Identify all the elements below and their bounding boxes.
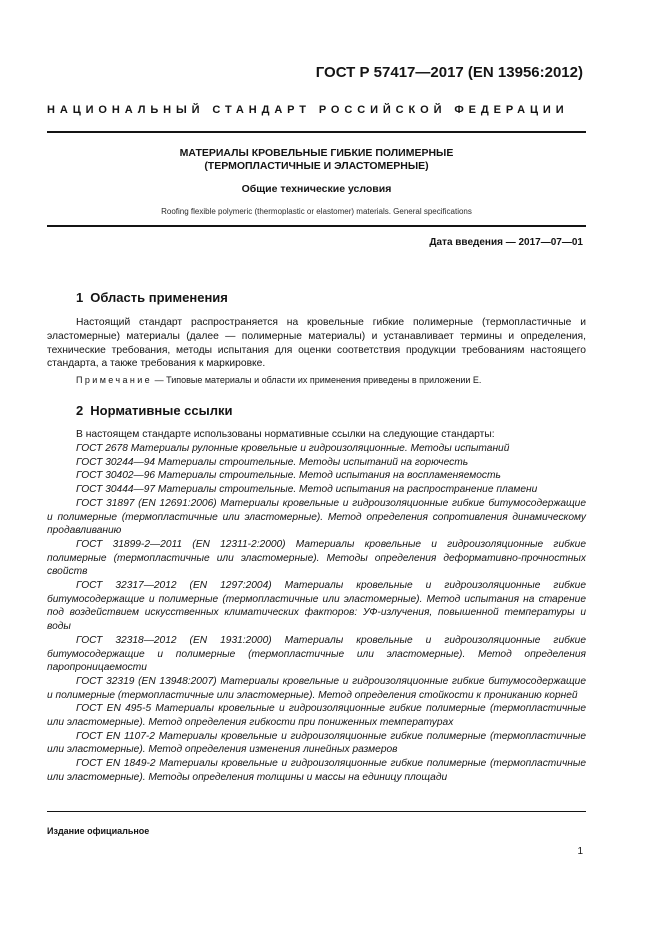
- reference-item: ГОСТ EN 1849-2 Материалы кровельные и гидроизоляционные гибкие полимерные (термопластичные или эластомерные). Методы определения толщины и массы на единицу площади: [47, 758, 586, 783]
- document-subtitle: Общие технические условия: [241, 183, 392, 195]
- page-number: 1: [577, 846, 583, 857]
- national-standard-banner: НАЦИОНАЛЬНЫЙ СТАНДАРТ РОССИЙСКОЙ ФЕДЕРАЦИИ: [47, 104, 569, 116]
- references-intro: В настоящем стандарте использованы нормативные ссылки на следующие стандарты:: [76, 429, 495, 440]
- reference-item: ГОСТ EN 1107-2 Материалы кровельные и гидроизоляционные гибкие полимерные (термопластичные или эластомерные). Метод определения изменения линейных размеров: [47, 730, 586, 756]
- reference-item: ГОСТ 31899-2—2011 (EN 12311-2:2000) Материалы кровельные и гидроизоляционные гибкие полимерные (термопластичные или эластомерные). Методы определения деформативно-прочностных свойств: [47, 538, 586, 578]
- note-label: Примечание: [76, 375, 153, 385]
- section-2-number: 2: [76, 403, 84, 418]
- reference-item: ГОСТ 30402—96 Материалы строительные. Метод испытания на воспламеняемость: [76, 470, 501, 482]
- introduction-date: Дата введения — 2017—07—01: [429, 237, 583, 248]
- reference-item: ГОСТ 32318—2012 (EN 1931:2000) Материалы кровельные и гидроизоляционные гибкие битумосодержащие и полимерные (термопластичные или эластомерные). Метод определения паропроницаемости: [47, 634, 586, 674]
- section-2-heading: [76, 403, 232, 418]
- section-2-title: Нормативные ссылки: [90, 403, 233, 418]
- section-1-title: Область применения: [90, 290, 228, 305]
- footer-divider: [47, 811, 586, 812]
- reference-item: ГОСТ 30444—97 Материалы строительные. Метод испытания на распространение пламени: [76, 484, 538, 496]
- top-divider: [47, 131, 586, 133]
- section-1-heading: [76, 290, 228, 305]
- reference-item: ГОСТ EN 495-5 Материалы кровельные и гидроизоляционные гибкие полимерные (термопластичные или эластомерные). Метод определения гибкости при пониженных температурах: [47, 703, 586, 729]
- document-number: ГОСТ Р 57417—2017 (EN 13956:2012): [315, 64, 583, 81]
- title-divider: [47, 225, 586, 227]
- title-line-2: (ТЕРМОПЛАСТИЧНЫЕ И ЭЛАСТОМЕРНЫЕ): [204, 160, 429, 172]
- reference-list: [47, 442, 586, 785]
- section-1-number: 1: [76, 290, 84, 305]
- reference-item: ГОСТ 32319 (EN 13948:2007) Материалы кровельные и гидроизоляционные гибкие битумосодержащие и полимерные (термопластичные или эластомерные). Метод определения стойкости к прониканию корней: [47, 675, 586, 701]
- title-line-1: МАТЕРИАЛЫ КРОВЕЛЬНЫЕ ГИБКИЕ ПОЛИМЕРНЫЕ: [179, 147, 454, 159]
- reference-item: ГОСТ 2678 Материалы рулонные кровельные и гидроизоляционные. Методы испытаний: [76, 443, 510, 454]
- scope-note: [76, 375, 481, 385]
- reference-item: ГОСТ 32317—2012 (EN 1297:2004) Материалы кровельные и гидроизоляционные гибкие битумосодержащие и полимерные (термопластичные или эластомерные). Метод испытания на старение под воздействием искусственных климатических факторов: УФ-излучения, повышенной температуры и воды: [47, 580, 586, 633]
- official-edition-label: Издание официальное: [47, 826, 150, 836]
- scope-paragraph: Настоящий стандарт распространяется на кровельные гибкие полимерные (термопластичные и эластомерные) материалы (далее — полимерные материалы) и устанавливает термины и определения, технические требования, методы испытания для оценки соответствия продукции требованиям настоящего стандарта, а также требования к маркировке.: [47, 317, 586, 370]
- document-title: [47, 147, 586, 173]
- english-title: Roofing flexible polymeric (thermoplastic or elastomer) materials. General specifications: [161, 207, 472, 216]
- note-text: — Типовые материалы и области их применения приведены в приложении Е.: [152, 375, 482, 385]
- reference-item: ГОСТ 31897 (EN 12691:2006) Материалы кровельные и гидроизоляционные гибкие битумосодержащие и полимерные (термопластичные или эластомерные). Метод определения сопротивления динамическому продавливанию: [47, 497, 586, 537]
- reference-item: ГОСТ 30244—94 Материалы строительные. Методы испытаний на горючесть: [76, 456, 469, 468]
